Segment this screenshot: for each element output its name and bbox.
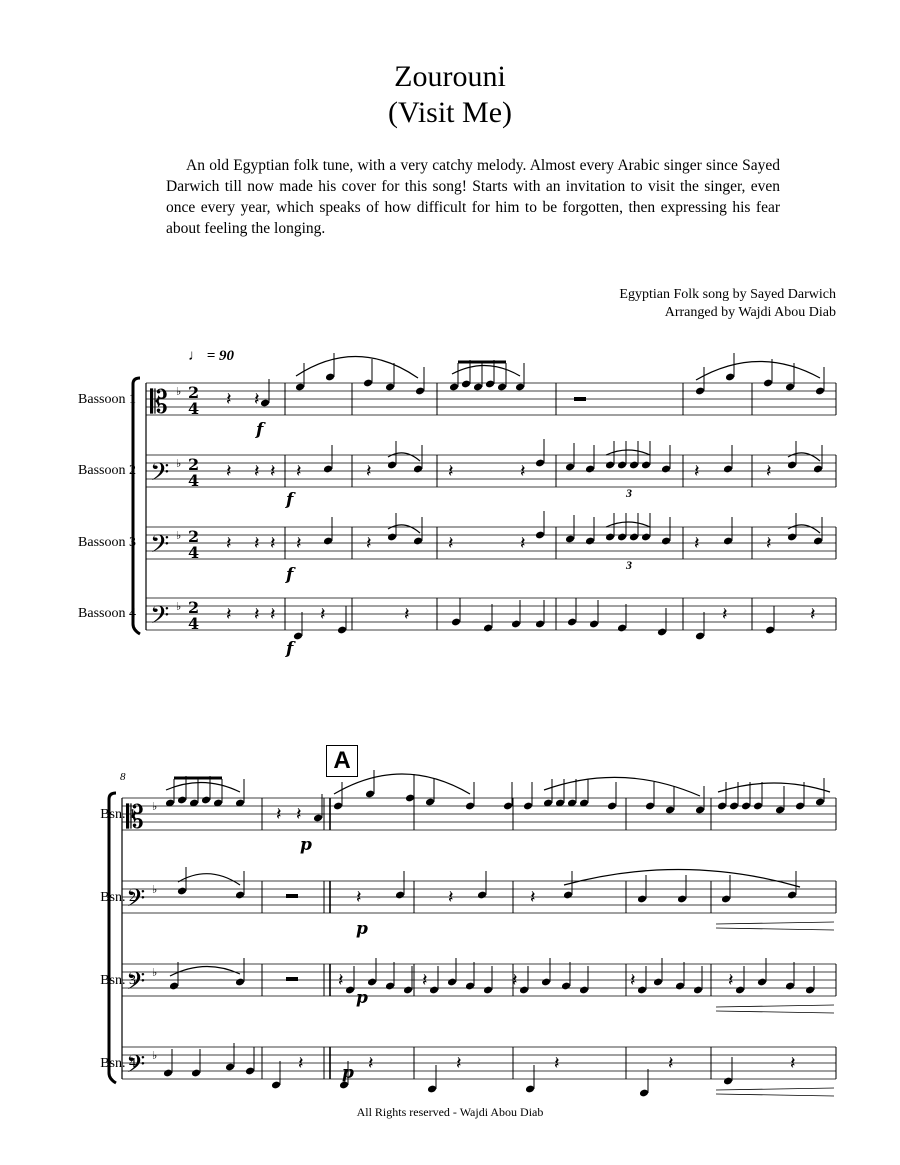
clef: 𝄢 — [126, 1050, 146, 1085]
score-description: An old Egyptian folk tune, with a very catchy melody. Almost every Arabic singer since Sayed Darwich till now made his cover for this song! Starts with an invitation to visit the singer, even once every year, which speaks of how difficult for him to be forgotten, then expressing his fear about feeling the longing. — [166, 157, 780, 237]
quarter-rest: 𝄽 — [422, 970, 428, 991]
rehearsal-mark: A — [326, 745, 358, 777]
quarter-rest: 𝄽 — [270, 461, 276, 482]
clef: 𝄢 — [150, 601, 170, 636]
key-flat: ♭ — [176, 530, 182, 542]
slur — [606, 522, 650, 527]
key-flat: ♭ — [176, 601, 182, 613]
key-flat: ♭ — [176, 386, 182, 398]
time-sig-bottom: 4 — [188, 543, 200, 562]
quarter-rest: 𝄽 — [270, 604, 276, 625]
clef: 𝄢 — [150, 530, 170, 565]
quarter-rest: 𝄽 — [270, 533, 276, 554]
quarter-rest: 𝄽 — [694, 533, 700, 554]
quarter-note-icon: ♩ — [188, 348, 203, 364]
slur — [178, 874, 240, 885]
time-sig-top: 2 — [188, 598, 200, 617]
quarter-rest: 𝄽 — [554, 1053, 560, 1074]
time-sig-bottom: 4 — [188, 399, 200, 418]
key-flat: ♭ — [152, 801, 158, 813]
slur — [718, 783, 830, 792]
hairpin-line — [716, 1011, 834, 1013]
quarter-rest: 𝄽 — [404, 604, 410, 625]
quarter-rest: 𝄽 — [298, 1053, 304, 1074]
instrument-label-3: Bassoon 3 — [78, 535, 136, 550]
tuplet-number: 3 — [626, 558, 632, 572]
quarter-rest: 𝄽 — [728, 970, 734, 991]
quarter-rest: 𝄽 — [254, 533, 260, 554]
key-flat: ♭ — [152, 1050, 158, 1062]
score-subtitle: (Visit Me) — [387, 96, 512, 129]
quarter-rest: 𝄽 — [254, 604, 260, 625]
quarter-rest: 𝄽 — [520, 461, 526, 482]
quarter-rest: 𝄽 — [368, 1053, 374, 1074]
dynamic-marking: p — [356, 919, 368, 939]
arranger-credit: Arranged by Wajdi Abou Diab — [664, 305, 836, 320]
tempo-marking: ♩ = 90 — [188, 348, 235, 364]
clef: 𝄡 — [150, 383, 168, 421]
dynamic-marking: p — [356, 988, 368, 1008]
hairpin-line — [716, 1005, 834, 1007]
clef: 𝄢 — [150, 458, 170, 493]
time-sig-bottom: 4 — [188, 471, 200, 490]
slur — [788, 525, 820, 533]
time-sig-top: 2 — [188, 527, 200, 546]
quarter-rest: 𝄽 — [254, 461, 260, 482]
measure-number: 8 — [120, 771, 126, 783]
quarter-rest: 𝄽 — [766, 461, 772, 482]
tuplet-number: 3 — [626, 486, 632, 500]
clef: 𝄢 — [126, 967, 146, 1002]
hairpin-line — [716, 928, 834, 930]
composer-credit: Egyptian Folk song by Sayed Darwich — [619, 287, 836, 302]
score-title: Zourouni — [394, 60, 506, 93]
quarter-rest: 𝄽 — [366, 461, 372, 482]
quarter-rest: 𝄽 — [320, 604, 326, 625]
slur — [334, 774, 470, 794]
quarter-rest: 𝄽 — [694, 461, 700, 482]
dynamic-marking: f — [256, 420, 264, 440]
slur — [452, 365, 520, 376]
slur — [564, 869, 800, 887]
dynamic-marking: f — [286, 565, 294, 585]
quarter-rest: 𝄽 — [356, 887, 362, 908]
quarter-rest: 𝄽 — [338, 970, 344, 991]
quarter-rest: 𝄽 — [520, 533, 526, 554]
quarter-rest: 𝄽 — [456, 1053, 462, 1074]
slur — [166, 782, 240, 792]
key-flat: ♭ — [152, 884, 158, 896]
quarter-rest: 𝄽 — [296, 461, 302, 482]
quarter-rest: 𝄽 — [296, 804, 302, 825]
instrument-label-short-4: Bsn. 4 — [100, 1056, 136, 1071]
quarter-rest: 𝄽 — [448, 887, 454, 908]
half-rest — [574, 397, 586, 401]
time-sig-bottom: 4 — [188, 614, 200, 633]
slur — [296, 356, 418, 378]
clef: 𝄢 — [126, 884, 146, 919]
dynamic-marking: p — [342, 1063, 354, 1083]
quarter-rest: 𝄽 — [226, 389, 232, 410]
quarter-rest: 𝄽 — [668, 1053, 674, 1074]
hairpin-line — [716, 922, 834, 924]
quarter-rest: 𝄽 — [226, 533, 232, 554]
quarter-rest: 𝄽 — [530, 887, 536, 908]
quarter-rest: 𝄽 — [366, 533, 372, 554]
whole-rest — [286, 977, 298, 981]
slur — [696, 361, 820, 380]
hairpin-line — [716, 1088, 834, 1090]
slur — [788, 453, 820, 461]
quarter-rest: 𝄽 — [448, 533, 454, 554]
instrument-label-short-1: Bsn. 1 — [100, 807, 136, 822]
slur — [388, 453, 420, 461]
instrument-label-short-2: Bsn. 2 — [100, 890, 136, 905]
system-bracket — [109, 793, 116, 1083]
key-flat: ♭ — [152, 967, 158, 979]
quarter-rest: 𝄽 — [296, 533, 302, 554]
clef: 𝄡 — [126, 798, 144, 836]
dynamic-marking: f — [286, 639, 294, 659]
quarter-rest: 𝄽 — [722, 604, 728, 625]
time-sig-top: 2 — [188, 383, 200, 402]
copyright-footer: All Rights reserved - Wajdi Abou Diab — [356, 1105, 544, 1119]
slur — [170, 966, 240, 976]
key-flat: ♭ — [176, 458, 182, 470]
quarter-rest: 𝄽 — [276, 804, 282, 825]
instrument-label-short-3: Bsn. 3 — [100, 973, 136, 988]
time-sig-top: 2 — [188, 455, 200, 474]
quarter-rest: 𝄽 — [226, 604, 232, 625]
quarter-rest: 𝄽 — [512, 970, 518, 991]
quarter-rest: 𝄽 — [254, 389, 260, 410]
quarter-rest: 𝄽 — [630, 970, 636, 991]
slur — [388, 525, 420, 533]
slur — [544, 777, 700, 796]
instrument-label-2: Bassoon 2 — [78, 463, 136, 478]
whole-rest — [286, 894, 298, 898]
quarter-rest: 𝄽 — [448, 461, 454, 482]
hairpin-line — [716, 1094, 834, 1096]
instrument-label-1: Bassoon 1 — [78, 392, 136, 407]
dynamic-marking: p — [300, 835, 312, 855]
instrument-label-4: Bassoon 4 — [78, 606, 136, 621]
quarter-rest: 𝄽 — [790, 1053, 796, 1074]
quarter-rest: 𝄽 — [810, 604, 816, 625]
slur — [606, 450, 650, 455]
quarter-rest: 𝄽 — [226, 461, 232, 482]
quarter-rest: 𝄽 — [766, 533, 772, 554]
system-bracket — [133, 378, 140, 634]
dynamic-marking: f — [286, 490, 294, 510]
